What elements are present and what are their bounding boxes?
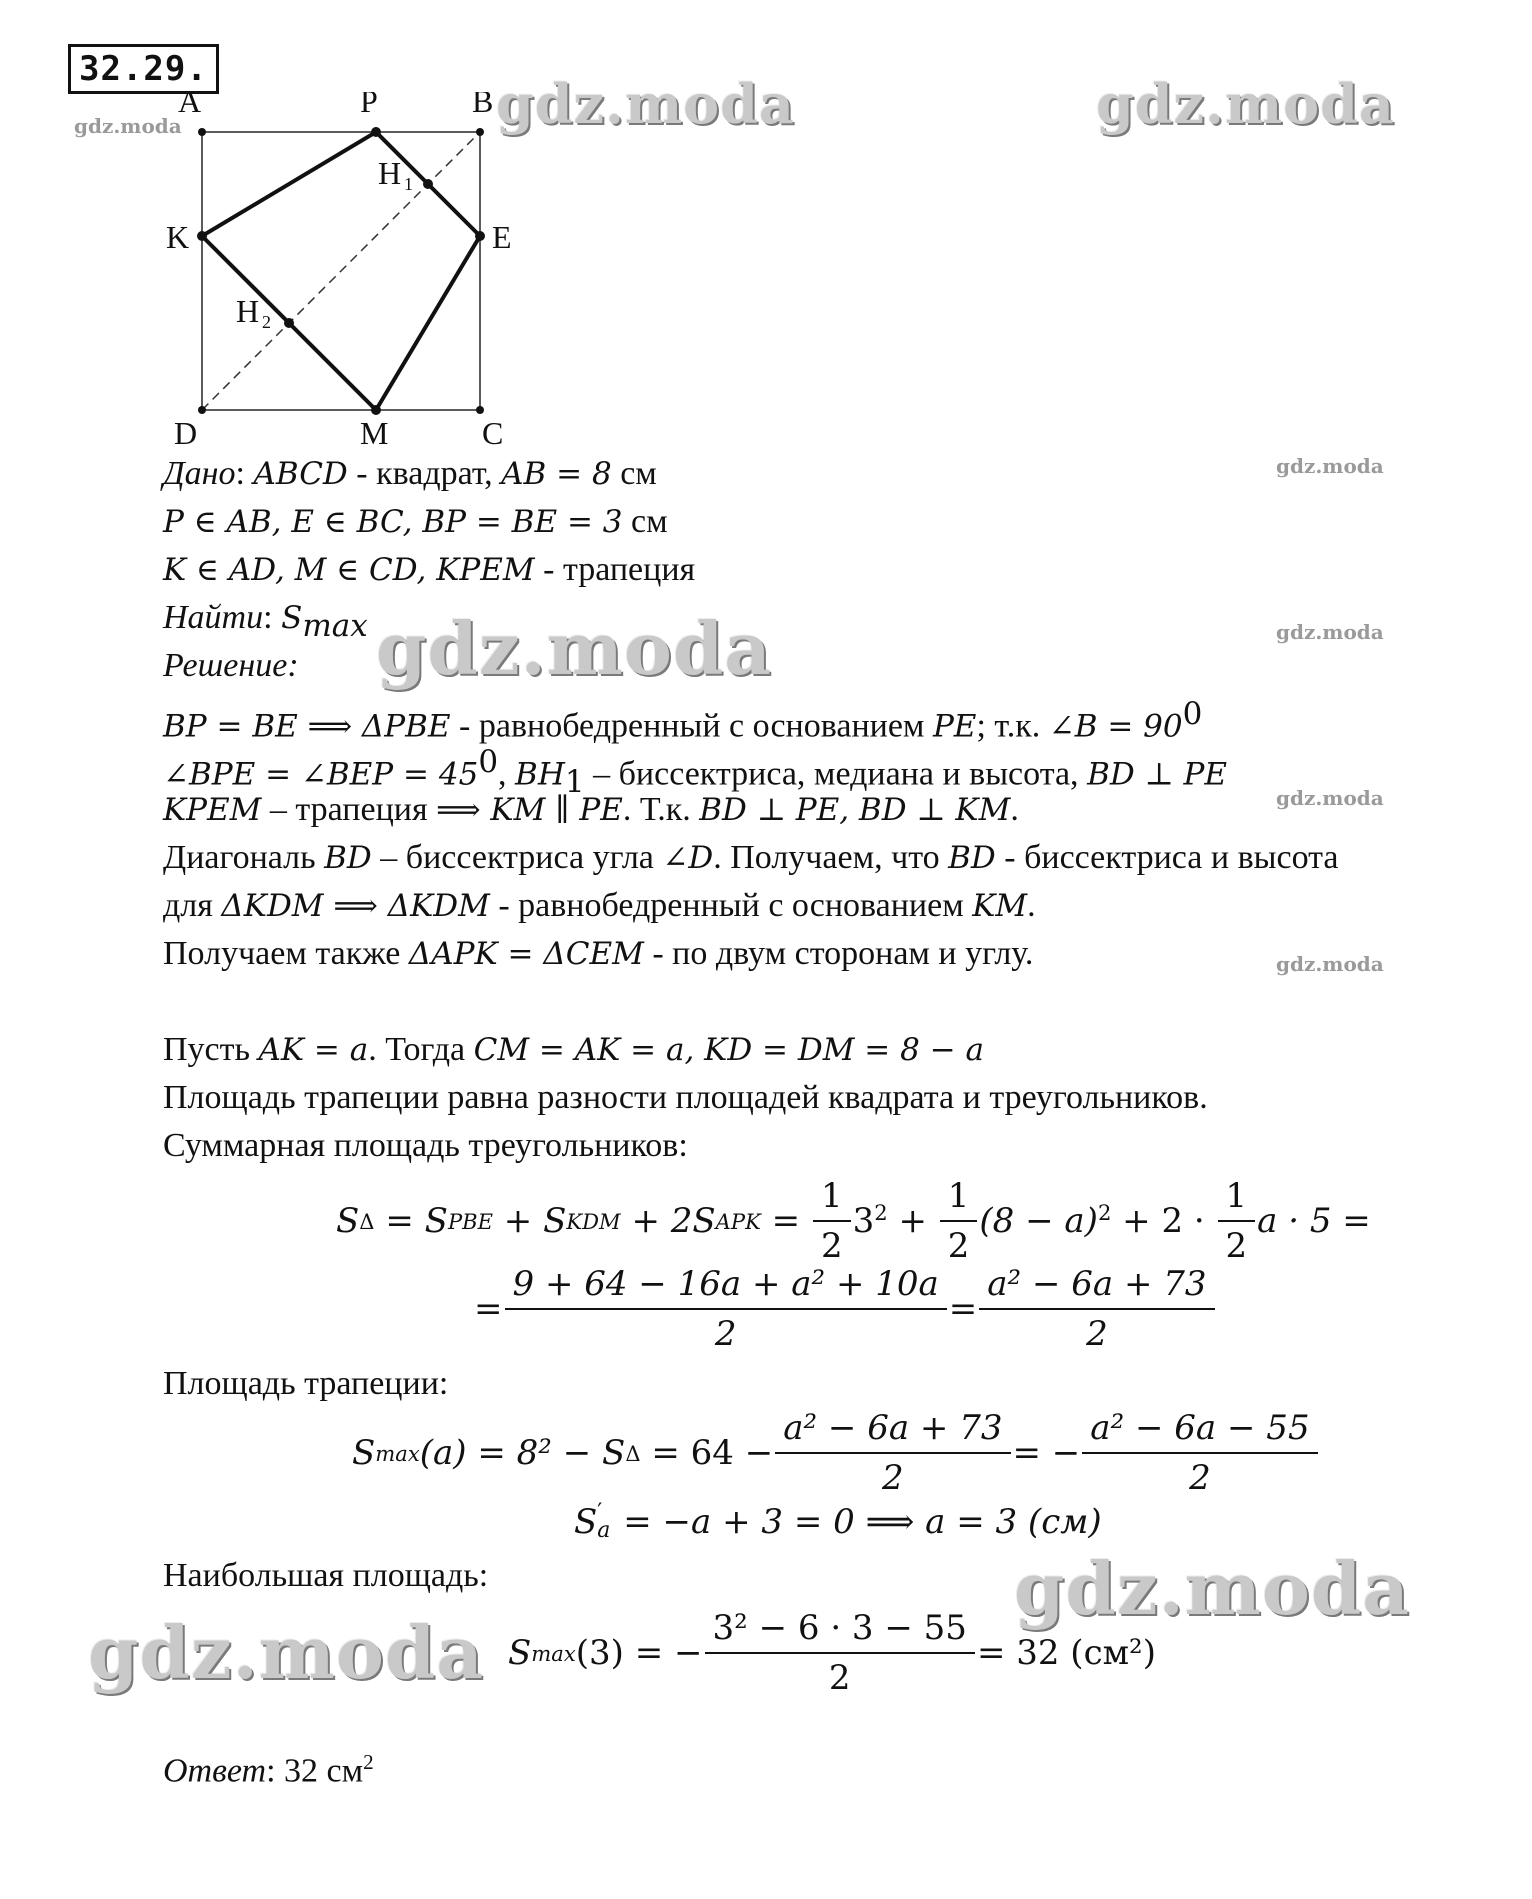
solution-line-7: Пусть AK = a. Тогда CM = AK = a, KD = DM = 8 − a [163,1031,985,1068]
solution-line-6: Получаем также ΔAPK = ΔCEM - по двум сторонам и углу. [163,935,1034,972]
label-d: D [174,415,198,451]
label-a: A [178,92,202,119]
label-h1-sub: 1 [404,174,413,194]
solution-line-1: BP = BE ⟹ ΔPBE - равнобедренный с основанием PE; т.к. ∠B = $90^0$ [163,696,1203,745]
watermark: gdz.moda [74,114,182,138]
solution-label: Решение: [163,647,299,684]
solution-line-10: Площадь трапеции: [163,1365,449,1402]
given-line-2: P ∈ AB, E ∈ BC, BP = BE = 3 см [163,503,668,540]
solution-line-4: Диагональ BD – биссектриса угла ∠D. Получаем, что BD - биссектриса и высота [163,839,1339,876]
watermark: gdz.moda [1276,454,1384,478]
answer-line: Ответ: 32 $см^2$ [163,1750,374,1790]
find-label: Найти [163,599,264,636]
label-m: M [360,415,389,451]
watermark: gdz.moda [1096,72,1395,136]
equation-triangles-sum: S Δ = S PBE + S KDM + 2S APK = $\frac{1}{2}$ 3 $^2$ + $\frac{1}{2}$ (8 − a) $^2$ + 2 · $\frac{1}{2}$ a · 5 = [336,1176,1371,1266]
solution-line-9: Суммарная площадь треугольников: [163,1127,688,1164]
solution-line-2: ∠BPE = ∠BEP = $45^0$, $BH_1$ – биссектриса, медиана и высота, BD ⊥ PE [163,744,1228,801]
problem-number: 32.29. [68,44,219,94]
label-e: E [492,219,512,255]
solution-line-11: Наибольшая площадь: [163,1557,489,1594]
watermark: gdz.moda [1014,1546,1410,1631]
given-label: Дано [163,455,236,492]
watermark: gdz.moda [496,72,795,136]
equation-derivative: S ′ a = −a + 3 = 0 ⟹ a = 3 (см) [574,1500,1102,1543]
label-b: B [472,92,494,119]
equation-simplified: = $\frac{\text{9 + 64 − 16a + a² + 10a}}{2}$ = $\frac{\text{a² − 6a + 73}}{2}$ [474,1264,1217,1354]
diagonal-bd [202,132,480,410]
solution-line-5: для ΔKDM ⟹ ΔKDM - равнобедренный с основанием KM. [163,887,1036,924]
watermark: gdz.moda [1276,786,1384,810]
solution-line-3: KPEM – трапеция ⟹ KM ∥ PE. Т.к. BD ⊥ PE, BD ⊥ KM. [163,791,1019,828]
equation-trapezoid-area: S max (a) = 8² − S Δ = 64 − $\frac{\text{a² − 6a + 73}}{2}$ = − $\frac{\text{a² − 6a − 55}}{2}$ [352,1408,1320,1498]
watermark: gdz.moda [1276,620,1384,644]
find-line: Найти: $S_{max}$ [163,599,368,644]
label-h2: H [236,293,260,329]
given-line-1: Дано: ABCD - квадрат, AB = 8 см [163,455,657,492]
square-figure [150,92,530,462]
label-c: C [482,415,504,451]
watermark: gdz.moda [88,1610,484,1695]
answer-label: Ответ [163,1752,267,1790]
label-h1: H [378,155,402,191]
label-k: K [166,219,190,255]
equation-max-area: S max (3) = − $\frac{\text{3² − 6 · 3 − 55}}{2}$ = 32 (см²) [508,1608,1156,1698]
label-p: P [360,92,378,119]
watermark: gdz.moda [376,606,772,691]
watermark: gdz.moda [1276,952,1384,976]
solution-line-8: Площадь трапеции равна разности площадей квадрата и треугольников. [163,1079,1208,1116]
given-line-3: K ∈ AD, M ∈ CD, KPEM - трапеция [163,551,696,588]
label-h2-sub: 2 [262,312,271,332]
